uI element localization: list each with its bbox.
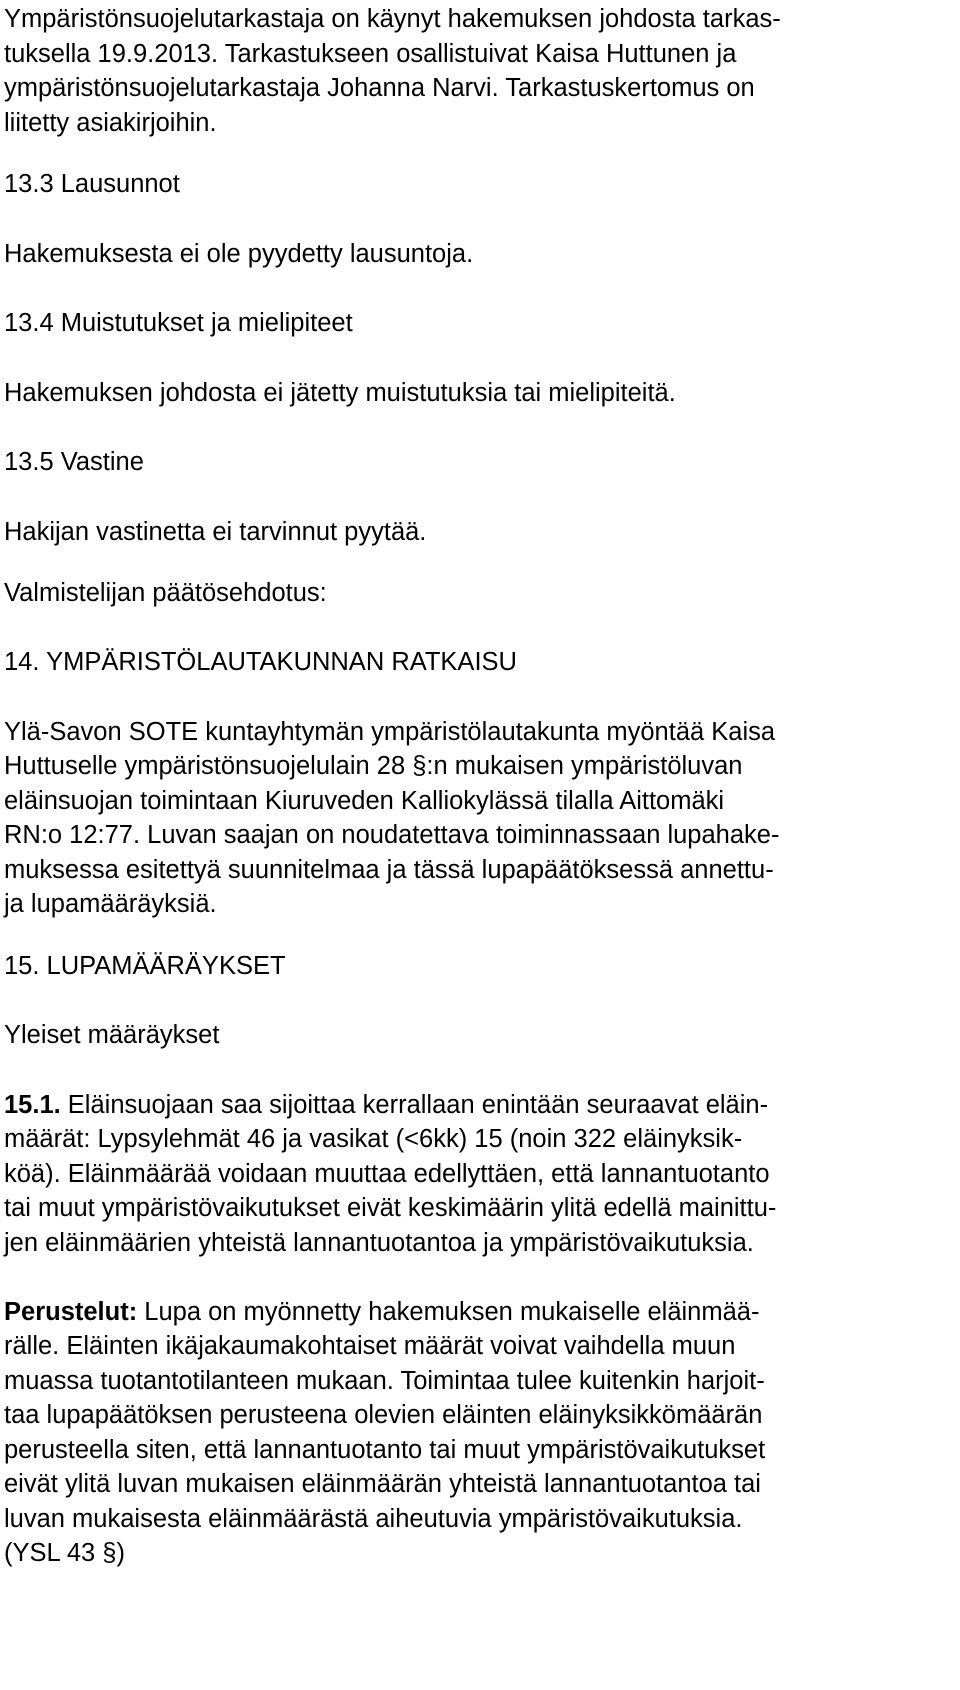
section-14-line-2: Huttuselle ympäristönsuojelulain 28 §:n mukaisen ympäristöluvan: [4, 752, 743, 780]
section-15-1-line-2: määrät: Lypsylehmät 46 ja vasikat (<6kk) 15 (noin 322 eläinyksik-: [4, 1125, 743, 1153]
section-14-line-5: muksessa esitettyä suunnitelmaa ja tässä lupapäätöksessä annettu-: [4, 856, 774, 884]
perustelut-line-1: [4, 1295, 759, 1329]
section-15-1-line-1-text: Eläinsuojaan saa sijoittaa kerrallaan enintään seuraavat eläin-: [60, 1091, 769, 1119]
perustelut-line-2: rälle. Eläinten ikäjakaumakohtaiset määrät voivat vaihdella muun: [4, 1332, 736, 1360]
section-15-1-number: 15.1.: [4, 1091, 61, 1119]
section-13-5-text: Hakijan vastinetta ei tarvinnut pyytää.: [4, 518, 427, 546]
intro-line-4: liitetty asiakirjoihin.: [4, 109, 217, 137]
perustelut-line-7: luvan mukaisesta eläinmäärästä aiheutuvia ympäristövaikutuksia.: [4, 1505, 743, 1533]
perustelut-line-4: taa lupapäätöksen perusteena olevien eläinten eläinyksikkömäärän: [4, 1401, 763, 1429]
section-15-subheading: Yleiset määräykset: [4, 1021, 220, 1049]
perustelut-line-3: muassa tuotantotilanteen mukaan. Toimintaa tulee kuitenkin harjoit-: [4, 1367, 765, 1395]
section-13-3-heading: 13.3 Lausunnot: [4, 170, 180, 198]
section-15-1-line-3: köä). Eläinmäärää voidaan muuttaa edellyttäen, että lannantuotanto: [4, 1160, 770, 1188]
section-15-1-line-5: jen eläinmäärien yhteistä lannantuotantoa ja ympäristövaikutuksia.: [4, 1229, 754, 1257]
section-13-5-heading: 13.5 Vastine: [4, 448, 144, 476]
perustelut-line-5: perusteella siten, että lannantuotanto tai muut ympäristövaikutukset: [4, 1436, 766, 1464]
section-15-1-line-4: tai muut ympäristövaikutukset eivät keskimäärin ylitä edellä mainittu-: [4, 1194, 777, 1222]
perustelut-line-6: eivät ylitä luvan mukaisen eläinmäärän yhteistä lannantuotantoa tai: [4, 1470, 761, 1498]
section-15-1-line-1: [4, 1088, 768, 1122]
section-14-line-4: RN:o 12:77. Luvan saajan on noudatettava toiminnassaan lupahake-: [4, 821, 780, 849]
section-15-heading: 15. LUPAMÄÄRÄYKSET: [4, 952, 286, 980]
section-14-line-1: Ylä-Savon SOTE kuntayhtymän ympäristölautakunta myöntää Kaisa: [4, 718, 776, 746]
perustelut-label: Perustelut:: [4, 1298, 138, 1326]
section-14-line-3: eläinsuojan toimintaan Kiuruveden Kalliokylässä tilalla Aittomäki: [4, 787, 725, 815]
section-13-4-heading: 13.4 Muistutukset ja mielipiteet: [4, 309, 353, 337]
section-13-3-text: Hakemuksesta ei ole pyydetty lausuntoja.: [4, 240, 474, 268]
intro-line-2: tuksella 19.9.2013. Tarkastukseen osallistuivat Kaisa Huttunen ja: [4, 40, 737, 68]
section-14-line-6: ja lupamääräyksiä.: [4, 890, 217, 918]
perustelut-line-1-text: Lupa on myönnetty hakemuksen mukaiselle eläinmää-: [137, 1298, 760, 1326]
proposal-label: Valmistelijan päätösehdotus:: [4, 579, 327, 607]
section-13-4-text: Hakemuksen johdosta ei jätetty muistutuksia tai mielipiteitä.: [4, 379, 676, 407]
intro-line-1: Ympäristönsuojelutarkastaja on käynyt hakemuksen johdosta tarkas-: [4, 5, 781, 33]
section-14-heading: 14. YMPÄRISTÖLAUTAKUNNAN RATKAISU: [4, 648, 517, 676]
intro-line-3: ympäristönsuojelutarkastaja Johanna Narvi. Tarkastuskertomus on: [4, 74, 755, 102]
perustelut-line-8: (YSL 43 §): [4, 1539, 125, 1567]
